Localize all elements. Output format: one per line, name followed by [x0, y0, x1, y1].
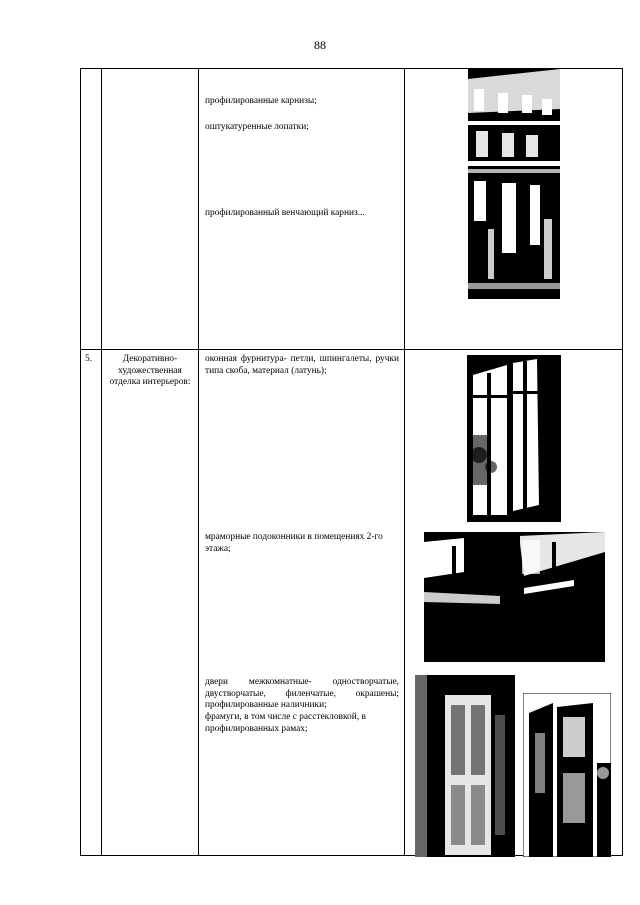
- list-item: оконная фурнитура- петли, шпингалеты, ручки типа скоба, материал (латунь);: [205, 354, 399, 376]
- column-divider: [198, 69, 199, 855]
- column-divider: [404, 69, 405, 855]
- doorway-photo: [523, 693, 611, 857]
- list-item: двери межкомнатные- одностворчатые, двустворчатые, филенчатые, окрашены; профилированные наличники;: [205, 677, 399, 711]
- list-item: оштукатуренные лопатки;: [205, 122, 309, 132]
- row-divider: [81, 349, 622, 350]
- row-number: 5.: [85, 354, 93, 364]
- window-photo: [467, 355, 561, 522]
- list-item: фрамуги, в том числе с расстекловкой, в профилированных рамах;: [205, 712, 366, 734]
- page-number: 88: [314, 38, 326, 52]
- list-item: профилированные карнизы;: [205, 96, 317, 106]
- row-title: Декоративно-художественная отделка интерьеров:: [109, 354, 191, 388]
- facade-photo: [468, 69, 560, 299]
- windowsill-photo: [424, 532, 605, 662]
- heritage-table: [80, 68, 623, 856]
- list-item: профилированный венчающий карниз...: [205, 208, 365, 218]
- door-photo: [415, 675, 515, 857]
- list-item: мраморные подоконники в помещениях 2-го этажа;: [205, 532, 383, 554]
- column-divider: [101, 69, 102, 855]
